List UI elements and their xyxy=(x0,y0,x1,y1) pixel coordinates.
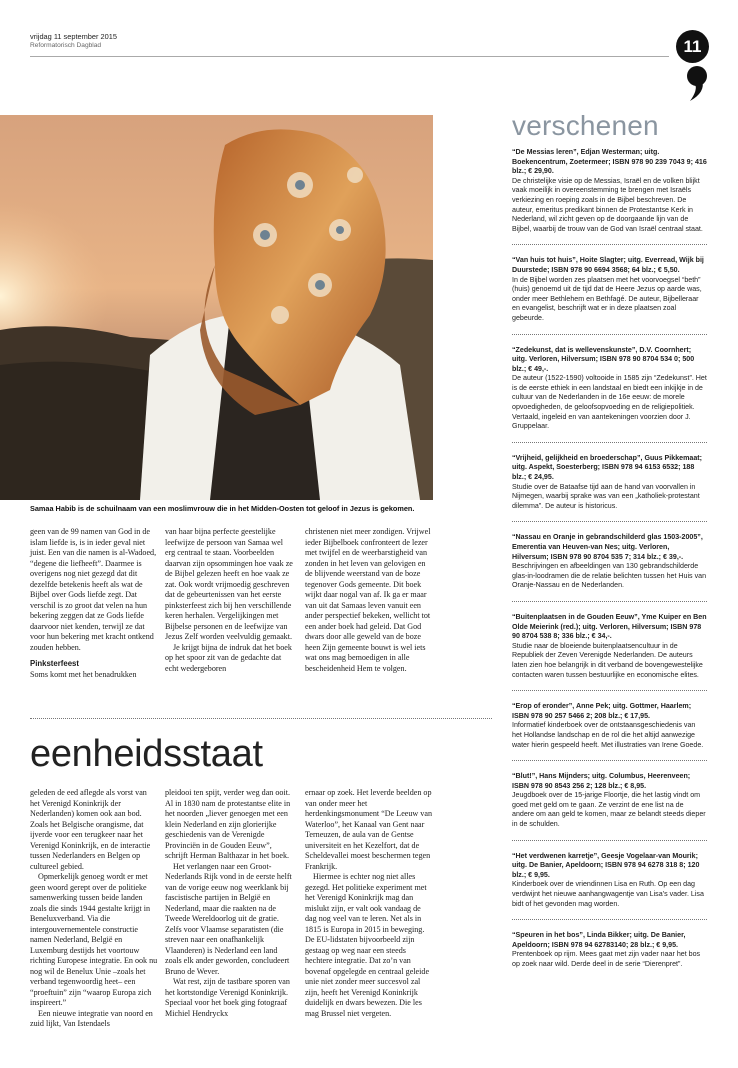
woman-headscarf-image xyxy=(0,115,433,500)
bottom-col2-paragraph-1: pleidooi ten spijt, verder weg dan ooit. Al in 1830 nam de protestantse elite in het noorden „liever genoegen met een klein Nederland en zijn glorierijke geschiedenis van de Verenigde Provinciën in de Gouden Eeuw”, schrijft Herman Balthazar in het boek. xyxy=(165,788,291,860)
bottom-col3-paragraph-1: ernaar op zoek. Het leverde beelden op van onder meer het herdenkingsmonument “De Leeuw van Waterloo”, het Kanaal van Gent naar Terneuzen, de aula van de Gentse universiteit en het Kezelfort, dat de Scheldevallei moest beschermen tegen Frankrijk. xyxy=(305,788,432,871)
book-title: “Van huis tot huis”, Hoite Slagter; uitg. Everread, Wijk bij Duurstede; ISBN 978 90 6694 3568; 64 blz.; € 5,50. xyxy=(512,256,704,274)
book-entry xyxy=(512,256,707,323)
top-subhead: Pinksterfeest xyxy=(30,659,79,668)
page-number-badge: 11 xyxy=(676,30,709,63)
top-article-column-3 xyxy=(305,527,433,674)
book-divider xyxy=(512,442,707,443)
article-photo xyxy=(0,115,433,500)
book-title: “Nassau en Oranje in gebrandschilderd glas 1503-2005”, Emerentia van Heuven-van Nes; uitg. Verloren, Hilversum; ISBN 978 90 8704 535 7; 314 blz.; € 39,-. xyxy=(512,533,703,561)
bottom-col1-paragraph-2: Opmerkelijk genoeg wordt er met geen woord gerept over de politieke samenwerking tussen beide landen zoals die sinds 1944 gestalte krijgt in Beneluxverband. Via die intergouvernementele constructie namen Nederland, België en Luxemburg destijds het voortouw richting Europese integratie. En ook nu nog wil de Benelux Unie –zoals het verband tegenwoordig heet– een “proeftuin” zijn “waarop Europa zich inspireert.” xyxy=(30,872,158,1007)
bottom-article-column-3 xyxy=(305,788,433,1019)
book-entry xyxy=(512,148,707,234)
book-description: De auteur (1522-1590) voltooide in 1585 zijn “Zedekunst”. Het is de eerste ethiek in een landstaal en biedt een inkijkje in de cultuur van de Nederlanden in de 16e eeuw: de morele opvoedigheden, de geloofsopvoeding en de religiepolitiek. Vertaald, ingeleid en van aantekeningen voorzien door J. Gruppelaar. xyxy=(512,374,707,431)
book-title: “Vrijheid, gelijkheid en broederschap”, Guus Pikkemaat; uitg. Aspekt, Soesterberg; ISBN 978 94 6153 6532; 188 blz.; € 24,95. xyxy=(512,453,703,482)
book-description: Beschrijvingen en afbeeldingen van 130 gebrandschilderde glas-in-loodramen die de relatie belichten tussen het Huis van Oranje-Nassau en de Nederlanden. xyxy=(512,562,707,590)
top-article-column-2 xyxy=(165,527,293,674)
top-col3-paragraph: christenen niet meer zondigen. Vrijwel ieder Bijbelboek confronteert de lezer met twijfel en de weerbarstigheid van zonden in het leven van gelovigen en de blijvende weerstand van de boze tegenover Gods gemeente. Dit boek wijkt daar nogal van af. Ik ga er maar van uit dat Samaas leven vanuit een ander perspectief bekeken, wellicht tot een ander boek had geleid. Dat God dwars door alle geweld van de boze heen Zijn gemeente bouwt is wel iets wat ons mag bemoedigen in alle bescheidenheid Hem te volgen. xyxy=(305,527,431,673)
book-entry xyxy=(512,931,707,969)
book-title: “Blut!”, Hans Mijnders; uitg. Columbus, Heerenveen; ISBN 978 90 8543 256 2; 128 blz.; € 8,95. xyxy=(512,772,691,790)
bottom-article-column-1 xyxy=(30,788,158,1030)
book-divider xyxy=(512,840,707,841)
bottom-col1-paragraph-1: geleden de eed aflegde als vorst van het Verenigd Koninkrijk der Nederlanden) komen ook aan bod. Zoals het Belgische orangisme, dat ijverde voor een terugkeer naar het Verenigd Koninkrijk, en de interactie tussen Nederlanders en Belgen op cultureel gebied. xyxy=(30,788,151,871)
book-divider xyxy=(512,244,707,245)
header-divider xyxy=(30,56,669,57)
article-headline: eenheidsstaat xyxy=(30,733,263,775)
book-entry xyxy=(512,702,707,750)
book-divider xyxy=(512,760,707,761)
top-col1-after-paragraph: Soms komt met het benadrukken xyxy=(30,669,137,679)
section-divider xyxy=(30,718,492,719)
bottom-col2-paragraph-3: Wat rest, zijn de tastbare sporen van het kortstondige Verenigd Koninkrijk. Speciaal voor het boek ging fotograaf Michiel Hendryckx xyxy=(165,977,290,1018)
book-divider xyxy=(512,334,707,335)
book-title: “Buitenplaatsen in de Gouden Eeuw”, Yme Kuiper en Ben Olde Meierink (red.); uitg. Verloren, Hilversum; ISBN 978 90 8704 538 8; 336 blz.; € 34,-. xyxy=(512,612,707,641)
issue-date: vrijdag 11 september 2015 xyxy=(30,32,117,41)
book-entry xyxy=(512,613,707,680)
top-col1-paragraph: geen van de 99 namen van God in de islam liefde is, is in ieder geval niet juist. Een van die namen is al-Wadoed, “degene die liefheeft”. Daarmee is overigens nog niet gezegd dat dit dezelfde betekenis heeft als wat de Bijbel over Gods liefde zegt. Dat verschil is zo groot dat velen na hun bekering zeggen dat ze Gods liefde daarvoor niet kenden, terwijl ze dat voor hun bekering met kracht ontkend zouden hebben. xyxy=(30,527,157,652)
book-entry xyxy=(512,346,707,432)
book-description: Jeugdboek over de 15-jarige Floortje, die het lastig vindt om goed met geld om te gaan. Ze verzint de ene list na de andere om aan geld te komen, maar ze belandt steeds dieper in de schulden. xyxy=(512,791,706,829)
book-description: De christelijke visie op de Messias, Israël en de volken blijkt vaak moeilijk in overeenstemming te brengen met Israëls verkiezing en roeping zoals in de Bijbel beschreven. De auteur, emeritus predikant binnen de Protestantse Kerk in Nederland, wil zicht geven op de doorgaande lijn van de Bijbel, waarbij de trouw van de God van Israël centraal staat. xyxy=(512,176,703,233)
bottom-col1-paragraph-3: Een nieuwe integratie van noord en zuid lijkt, Van Istendaels xyxy=(30,1008,153,1028)
bottom-col2-paragraph-2: Het verlangen naar een Groot-Nederlands Rijk vond in de eerste helft van de vorige eeuw nog weerklank bij fascistische partijen in België en Nederland, maar die raakten na de Tweede Wereldoorlog uit de gratie. Zelfs voor Vlaamse separatisten (die streven naar een onafhankelijk Vlaanderen) is Nederland een land zoals elk ander geworden, concludeert Bruno de Wever. xyxy=(165,861,292,976)
book-description: Informatief kinderboek over de ontstaansgeschiedenis van het Hollandse landschap en de rol die het altijd aanwezige water hierin gespeeld heeft. Met illustraties van Irene Goede. xyxy=(512,721,704,749)
book-title: “Zedekunst, dat is wellevenskunste”, D.V. Coornhert; uitg. Verloren, Hilversum; ISBN 978 90 8704 534 0; 500 blz.; € 49,-. xyxy=(512,345,695,373)
book-title: “De Messias leren”, Edjan Westerman; uitg. Boekencentrum, Zoetermeer; ISBN 978 90 239 7043 9; 416 blz.; € 29,90. xyxy=(512,148,707,176)
comma-logo-icon xyxy=(686,66,708,102)
book-title: “Erop of eronder”, Anne Pek; uitg. Gottmer, Haarlem; ISBN 978 90 257 5466 2; 208 blz.; € 17,95. xyxy=(512,702,692,720)
book-title: “Het verdwenen karretje”, Geesje Vogelaar-van Mourik; uitg. De Banier, Apeldoorn; ISBN 978 94 6278 318 8; 120 blz.; € 9,95. xyxy=(512,851,700,879)
book-description: Studie naar de bloeiende buitenplaatsencultuur in de Republiek der Zeven Verenigde Nederlanden. De auteurs laten zien hoe belangrijk in dit verband de bovengewestelijke contacten waren tussen bestuurlijke en economische elites. xyxy=(512,641,703,679)
book-entry xyxy=(512,454,707,512)
book-entry xyxy=(512,772,707,830)
book-divider xyxy=(512,521,707,522)
book-description: Studie over de Bataafse tijd aan de hand van voorvallen in Nijmegen, waarbij sprake was van een „katholiek-protestant dilemma”. De auteur is historicus. xyxy=(512,482,700,510)
book-entry xyxy=(512,852,707,910)
photo-caption: Samaa Habib is de schuilnaam van een moslimvrouw die in het Midden-Oosten tot geloof in Jezus is gekomen. xyxy=(30,504,415,513)
book-description: In de Bijbel worden zes plaatsen met het voorvoegsel “beth” (huis) genoemd uit de tijd dat de Heere Jezus op aarde was, onder meer Bethlehem en Bethfagé. De auteur, Bijbelleraar en evangelist, beschrijft wat er in deze plaatsen zoal gebeurde. xyxy=(512,275,702,322)
book-divider xyxy=(512,919,707,920)
book-entry xyxy=(512,533,707,591)
top-col2-paragraph-1: van haar bijna perfecte geestelijke leefwijze de persoon van Samaa wel erg centraal te staan. Voorbeelden daarvan zijn opsommingen hoe vaak ze de Bijbel gelezen heeft en hoe vaak ze zat. Ook wordt vrijmoedig geschreven dat de gebeurtenissen van het eerste pinksterfeest zich bij hen verschillende keren herhalen. Vergelijkingen met Bijbelse personen en de leefwijze van Jezus Zelf worden veelvuldig gemaakt. xyxy=(165,527,293,641)
top-col2-paragraph-2: Je krijgt bijna de indruk dat het boek op het spoor zit van de gedachte dat echt wedergeboren xyxy=(165,642,292,673)
book-title: “Speuren in het bos”, Linda Bikker; uitg. De Banier, Apeldoorn; ISBN 978 94 62783140; 28 blz.; € 9,95. xyxy=(512,931,686,949)
book-description: Kinderboek over de vriendinnen Lisa en Ruth. Op een dag verdwijnt het nieuwe aanhangwagentje van Lisa’s vader. Lisa bidt of het gevonden mag worden. xyxy=(512,880,704,908)
bottom-col3-paragraph-2: Hiermee is echter nog niet alles gezegd. Het politieke experiment met het Verenigd Koninkrijk mag dan mislukt zijn, er valt ook vandaag de dag nog veel van te leren. Net als in 1815 is Europa in 2015 in beweging. De EU-lidstaten bijvoorbeeld zijn gestaag op weg naar een steeds hechtere integratie. Dat zo’n van bovenaf opgelegde en centraal geleide unie niet zonder meer succesvol zal zijn, heeft het Verenigd Koninkrijk duidelijk en dwars bewezen. Die les mag Brussel niet vergeten. xyxy=(305,872,430,1018)
book-divider xyxy=(512,690,707,691)
bottom-article-column-2 xyxy=(165,788,293,1019)
newspaper-name: Reformatorisch Dagblad xyxy=(30,42,102,49)
book-description: Prentenboek op rijm. Mees gaat met zijn vader naar het bos op zoek naar wild. Derde deel in de serie “Dierenpret”. xyxy=(512,950,701,968)
book-divider xyxy=(512,601,707,602)
book-list xyxy=(512,148,707,970)
sidebar-title: verschenen xyxy=(512,110,659,141)
top-article-column-1 xyxy=(30,527,158,680)
